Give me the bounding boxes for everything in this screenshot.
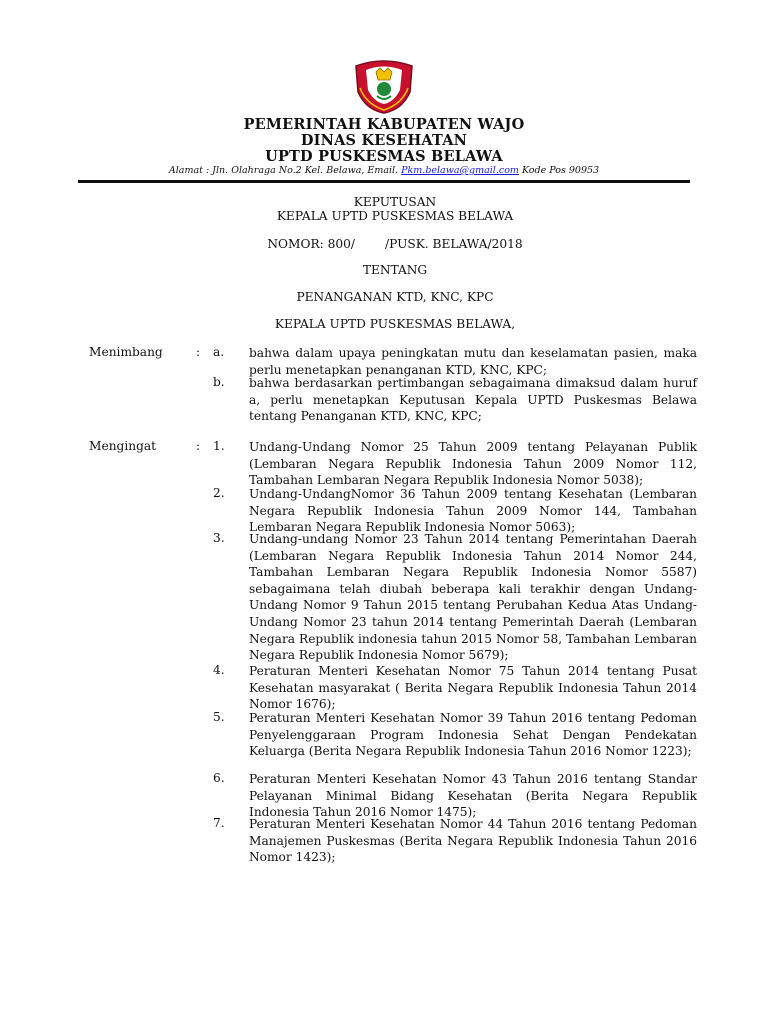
list-marker: b. [213,375,225,389]
decree-subject: PENANGANAN KTD, KNC, KPC [296,290,494,304]
list-text: bahwa dalam upaya peningkatan mutu dan keselamatan pasien, maka perlu menetapkan penanganan KTD, KNC, KPC; [249,346,697,377]
letterhead-address [0,165,768,176]
decree-type: KEPUTUSAN [353,195,437,209]
address-prefix: Alamat : Jln. Olahraga No.2 Kel. Belawa, Email. [168,165,399,176]
list-text: bahwa berdasarkan pertimbangan sebagaimana dimaksud dalam huruf a, perlu menetapkan Keputusan Kepala UPTD Puskesmas Belawa tentang Penanganan KTD, KNC, KPC; [249,376,697,424]
considering-label: Menimbang [89,345,163,359]
considering-colon: : [196,345,201,359]
list-text: Undang-UndangNomor 36 Tahun 2009 tentang Kesehatan (Lembaran Negara Republik Indonesia Tahun 2009 Nomor 144, Tambahan Lembaran Negara Republik Indonesia Nomor 5063); [249,487,697,535]
regency-crest-icon [352,58,416,114]
decree-number-left: NOMOR: 800/ [267,237,355,251]
postal-code: Kode Pos 90953 [521,165,600,176]
list-marker: 1. [213,439,225,453]
list-marker: 5. [213,710,225,724]
list-text: Peraturan Menteri Kesehatan Nomor 43 Tahun 2016 tentang Standar Pelayanan Minimal Bidang Kesehatan (Berita Negara Republik Indonesia Tahun 2016 Nomor 1475); [249,772,697,820]
list-marker: 7. [213,816,225,830]
list-text: Peraturan Menteri Kesehatan Nomor 39 Tahun 2016 tentang Pedoman Penyelenggaraan Program Indonesia Sehat Dengan Pendekatan Keluarga (Berita Negara Republik Indonesia Tahun 2016 Nomor 1223); [249,711,697,759]
list-marker: 4. [213,663,225,677]
decree-issuer: KEPALA UPTD PUSKESMAS BELAWA, [274,317,516,331]
list-text: Peraturan Menteri Kesehatan Nomor 75 Tahun 2014 tentang Pusat Kesehatan masyarakat ( Berita Negara Republik Indonesia Tahun 2014 Nomor 1676); [249,664,697,712]
list-marker: 2. [213,486,225,500]
letterhead-agency: DINAS KESEHATAN [300,132,468,149]
decree-issuer-title: KEPALA UPTD PUSKESMAS BELAWA [276,209,514,223]
email-link[interactable]: Pkm.belawa@gmail.com [401,165,519,176]
letterhead-divider [78,180,690,183]
decree-number [0,237,768,251]
letterhead-unit: UPTD PUSKESMAS BELAWA [265,148,503,165]
recalling-label: Mengingat [89,439,157,453]
list-text: Undang-Undang Nomor 25 Tahun 2009 tentang Pelayanan Publik (Lembaran Negara Republik Indonesia Tahun 2009 Nomor 112, Tambahan Lembaran Negara Republik Indonesia Nomor 5038); [249,440,697,488]
decree-number-right: /PUSK. BELAWA/2018 [384,237,523,251]
letterhead-government: PEMERINTAH KABUPATEN WAJO [243,116,525,133]
recalling-colon: : [196,439,201,453]
list-marker: 6. [213,771,225,785]
list-text: Peraturan Menteri Kesehatan Nomor 44 Tahun 2016 tentang Pedoman Manajemen Puskesmas (Berita Negara Republik Indonesia Tahun 2016 Nomor 1423); [249,817,697,865]
list-text: Undang-undang Nomor 23 Tahun 2014 tentang Pemerintahan Daerah (Lembaran Negara Republik Indonesia Tahun 2014 Nomor 244, Tambahan Lembaran Negara Republik Indonesia Nomor 5587) sebagaimana telah diubah beberapa kali terakhir dengan Undang-Undang Nomor 9 Tahun 2015 tentang Perubahan Kedua Atas Undang-Undang Nomor 23 tahun 2014 tentang Pemerintah Daerah (Lembaran Negara Republik indonesia tahun 2015 Nomor 58, Tambahan Lembaran Negara Republik Indonesia Nomor 5679); [249,532,697,663]
list-marker: 3. [213,531,225,545]
list-marker: a. [213,345,225,359]
about-label: TENTANG [362,263,428,277]
